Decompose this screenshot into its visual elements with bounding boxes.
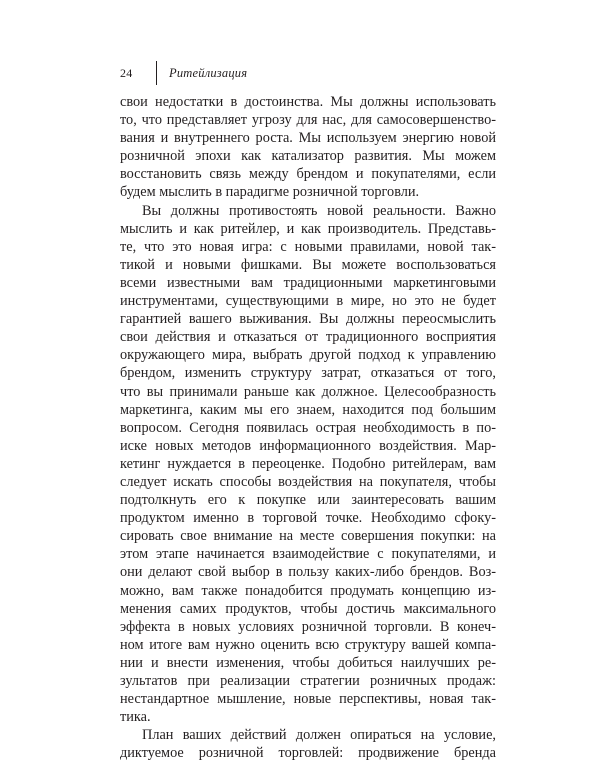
text-line: маркетинга, каким мы его знаем, находится под большим — [120, 401, 496, 418]
page-header — [120, 60, 247, 86]
text-line: менения самих продуктов, чтобы достичь максимального — [120, 600, 496, 617]
text-line: следует искать способы воздействия на покупателя, чтобы — [120, 473, 496, 490]
text-line: нестандартное мышление, новые перспективы, новая так- — [120, 691, 496, 708]
paragraph — [120, 726, 496, 762]
text-line: ном итоге вам нужно оценить всю структуру вашей компа- — [120, 636, 496, 653]
text-line: иске новых методов информационного воздействия. Мар- — [120, 437, 496, 454]
text-line: Вы должны противостоять новой реальности. Важно — [142, 202, 496, 219]
paragraph — [120, 202, 496, 727]
text-line: сировать свое внимание на месте совершения покупки: на — [120, 528, 496, 545]
page-number: 24 — [120, 65, 133, 80]
text-line: План ваших действий должен опираться на условие, — [142, 727, 496, 744]
text-line: вания и внутреннего роста. Мы используем энергию новой — [120, 130, 496, 147]
text-line: восстановить связь между брендом и покупателями, если — [120, 166, 496, 183]
text-line: розничной эпохи как катализатор развития. Мы можем — [120, 148, 496, 165]
text-line: брендом, изменить структуру затрат, отказаться от того, — [120, 365, 496, 382]
text-line: инструментами, существующими в мире, но это не будет — [120, 293, 496, 310]
text-line: то, что представляет угрозу для нас, для самосовершенство- — [120, 112, 496, 129]
text-line: свои действия и отказаться от традиционного восприятия — [120, 329, 496, 346]
text-line: зультатов при реализации стратегии розничных продаж: — [120, 673, 496, 689]
text-line: вопросом. Сегодня появилась острая необходимость в по- — [120, 419, 496, 436]
text-line: мыслить и как ритейлер, и как производитель. Представь- — [120, 220, 496, 237]
text-line: всеми известными вам традиционными маркетинговыми — [120, 274, 496, 291]
header-divider — [156, 61, 157, 85]
text-line: этом этапе начинается взаимодействие с покупателями, и — [120, 546, 496, 563]
text-line: свои недостатки в достоинства. Мы должны использовать — [120, 94, 496, 110]
text-line: диктуемое розничной торговлей: продвижение бренда — [120, 745, 496, 762]
text-line: нии и внести изменения, чтобы добиться наилучших ре- — [120, 654, 496, 671]
text-line: будем мыслить в парадигме розничной торговли. — [120, 184, 420, 201]
body-text — [120, 93, 496, 762]
text-line: тикой и новыми фишками. Вы можете воспользоваться — [120, 256, 496, 273]
text-line: тика. — [120, 709, 151, 726]
text-line: они делают свой выбор в пользу каких-либо брендов. Воз- — [120, 564, 496, 581]
text-line: что вы принимали раньше как должное. Целесообразность — [120, 383, 496, 400]
running-title: Ритейлизация — [169, 65, 248, 80]
text-line: подтолкнуть его к покупке или заинтересовать вашим — [120, 492, 496, 509]
text-line: продуктом именно в торговой точке. Необходимо сфоку- — [120, 510, 496, 527]
text-line: те, что это новая игра: с новыми правилами, новой так- — [120, 238, 496, 255]
text-line: окружающего мира, выбрать другой подход к управлению — [120, 347, 496, 364]
text-line: кетинг нуждается в переоценке. Подобно ритейлерам, вам — [120, 455, 496, 472]
paragraph — [120, 93, 496, 202]
text-line: гарантией вашего выживания. Вы должны переосмыслить — [120, 311, 496, 328]
text-line: можно, вам также понадобится продумать концепцию из- — [120, 582, 496, 599]
text-line: эффекта в новых условиях розничной торговли. В конеч- — [120, 618, 496, 635]
